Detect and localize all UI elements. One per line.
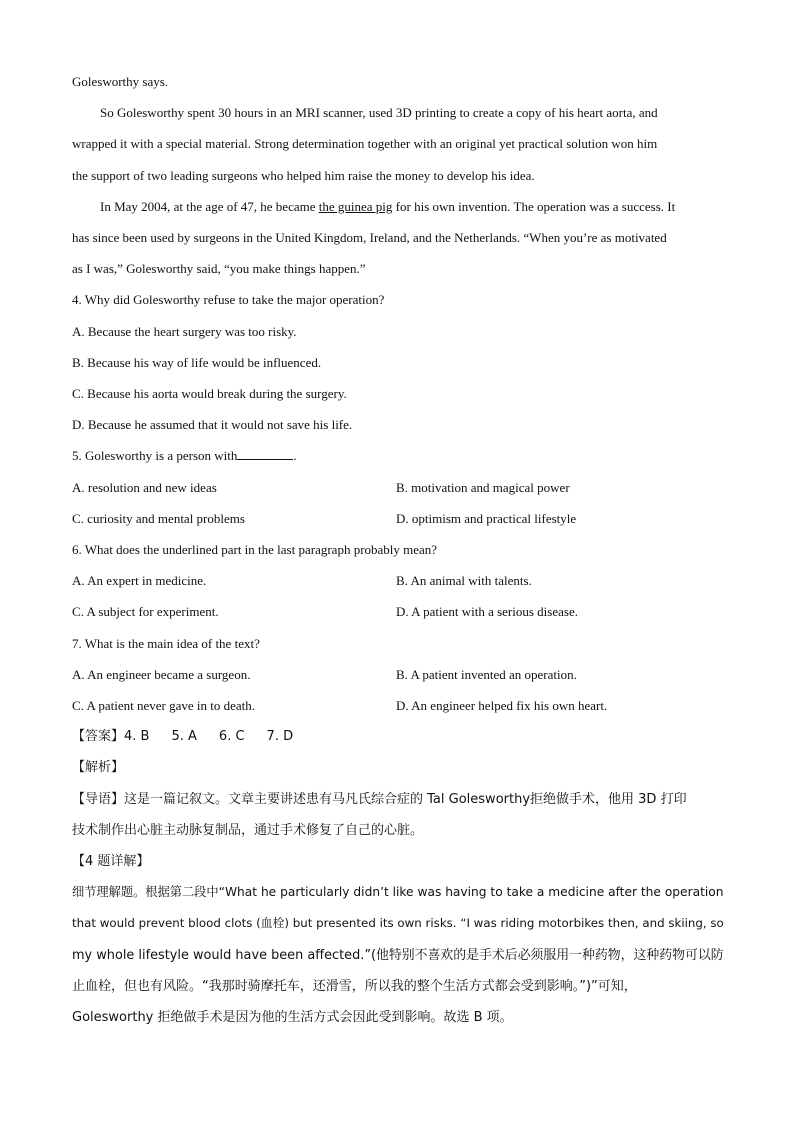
text-line: Golesworthy says. [72,74,169,89]
option-d: D. An engineer helped fix his own heart. [396,698,608,714]
text-line: Golesworthy 拒绝做手术是因为他的生活方式会因此受到影响。故选 B 项。 [72,1010,513,1026]
question-5 [72,440,722,534]
text-line: the support of two leading surgeons who helped him raise the money to develop his idea. [72,167,535,183]
text-line: wrapped it with a special material. Strong determination together with an original yet practical solution won him [72,136,658,152]
question-stem-end: . [293,448,297,464]
guide-label: 【导语】 [72,791,125,807]
detail-label: 【4 题详解】 [72,854,150,870]
options-row [72,472,722,503]
option-d: D. A patient with a serious disease. [396,604,578,620]
answer-key [72,721,722,752]
option-a: A. Because the heart surgery was too risky. [72,323,297,339]
option-c: C. A subject for experiment. [72,604,219,620]
answer-label: 【答案】 [72,729,125,745]
guide-text: 这是一篇记叙文。文章主要讲述患有马凡氏综合症的 Tal Golesworthy拒绝做手术，他用 3D 打印 [124,791,687,807]
text-line: my whole lifestyle would have been affected.”(他特别不喜欢的是手术后必须服用一种药物，这种药物可以防 [72,947,724,963]
options-row [72,503,722,534]
options-row [72,690,722,721]
option-b: B. Because his way of life would be influenced. [72,354,322,370]
question-stem: 7. What is the main idea of the text? [72,635,260,651]
question-stem-text: 5. Golesworthy is a person with [72,448,238,464]
question-stem [72,440,722,471]
text-line: 止血栓，但也有风险。“我那时骑摩托车，还滑雪，所以我的整个生活方式都会受到影响。”)”可知， [72,978,637,994]
answer-5: 5. A [171,729,197,745]
option-a: A. An engineer became a surgeon. [72,666,251,682]
underlined-phrase: the guinea pig [318,198,393,214]
text-line: So Golesworthy spent 30 hours in an MRI scanner, used 3D printing to create a copy of his heart aorta, and [100,105,658,121]
question-stem: 4. Why did Golesworthy refuse to take the major operation? [72,292,385,308]
question-7 [72,628,722,722]
options-row [72,659,722,690]
analysis-label: 【解析】 [72,760,125,776]
detail-4-section [72,846,722,1033]
text-segment: In May 2004, at the age of 47, he became [100,198,319,214]
answer-6: 6. C [218,729,245,745]
paragraph-guinea-pig [72,191,722,285]
options-row [72,596,722,627]
text-line: 细节理解题。根据第二段中“What he particularly didn’t like was having to take a medicine after the operation [72,885,724,900]
question-stem: 6. What does the underlined part in the last paragraph probably mean? [72,542,438,558]
option-c: C. Because his aorta would break during the surgery. [72,386,347,402]
text-line: 技术制作出心脏主动脉复制品，通过手术修复了自己的心脏。 [72,822,424,838]
option-a: A. An expert in medicine. [72,573,207,589]
text-line: that would prevent blood clots (血栓) but presented its own risks. “I was riding motorbikes then, and skiing, so [72,916,724,931]
paragraph-3d-printing [72,97,722,191]
option-c: C. curiosity and mental problems [72,510,245,526]
text-line [72,191,722,222]
options-row [72,565,722,596]
option-d: D. optimism and practical lifestyle [396,510,577,526]
text-line: has since been used by surgeons in the United Kingdom, Ireland, and the Netherlands. “When you’re as motivated [72,230,667,246]
answer-7: 7. D [266,729,294,745]
question-4 [72,284,722,440]
text-line: as I was,” Golesworthy said, “you make things happen.” [72,261,366,277]
answer-blank [237,448,293,460]
answer-4: 4. B [124,729,150,745]
option-b: B. An animal with talents. [396,573,532,589]
option-b: B. motivation and magical power [396,479,570,495]
option-a: A. resolution and new ideas [72,479,217,495]
guide-section [72,784,722,846]
text-line [72,784,722,815]
option-d: D. Because he assumed that it would not save his life. [72,417,353,433]
text-segment: for his own invention. The operation was a success. It [392,198,676,214]
option-c: C. A patient never gave in to death. [72,698,256,714]
document-page [72,66,722,1033]
question-6 [72,534,722,628]
option-b: B. A patient invented an operation. [396,666,577,682]
